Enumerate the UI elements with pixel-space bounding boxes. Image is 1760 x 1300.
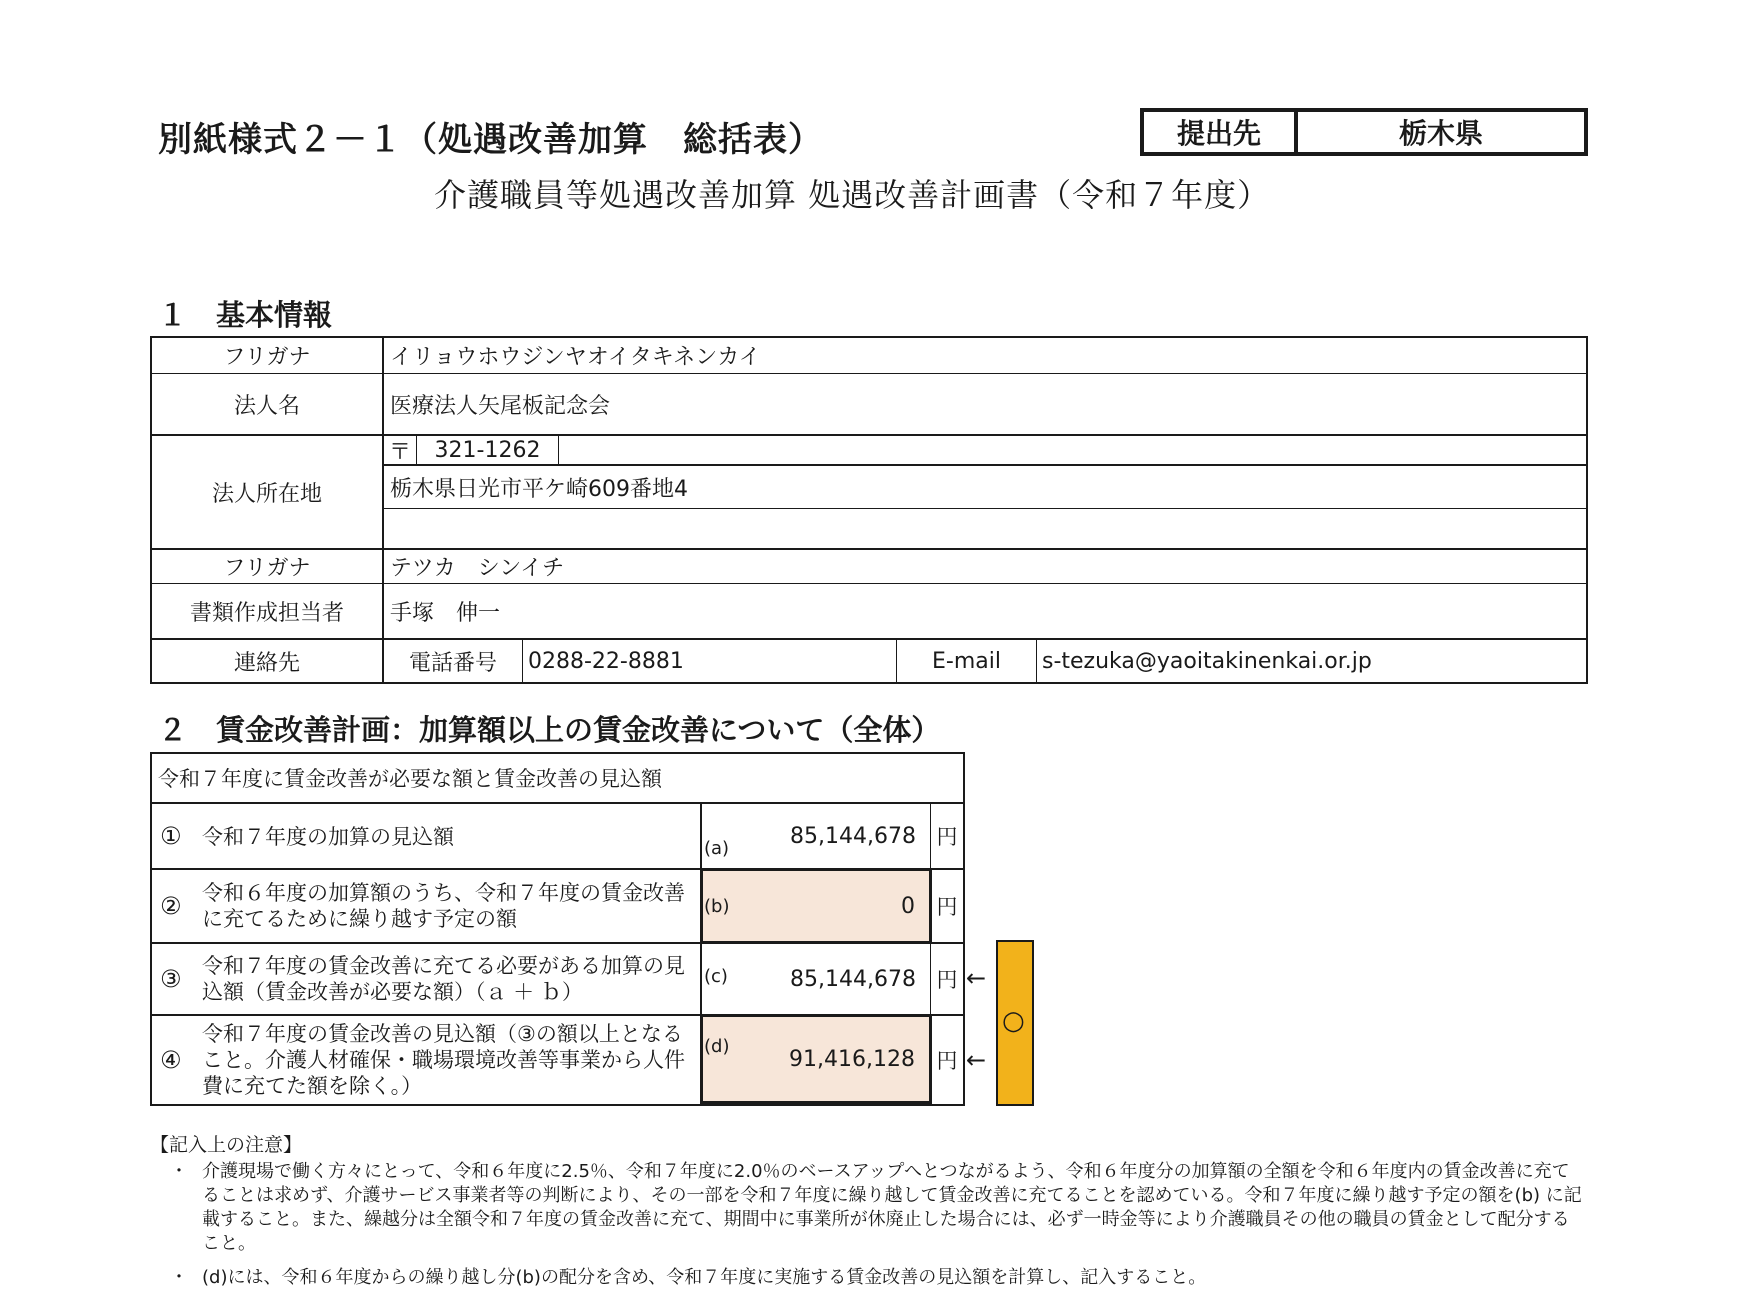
note-bullet: ・ [170, 1267, 188, 1288]
author-furigana-label: フリガナ [223, 556, 311, 581]
row1-number: ① [160, 822, 182, 850]
notes-title: 【記入上の注意】 [150, 1134, 303, 1156]
row4-arrow: ← [966, 1046, 987, 1074]
row3-amount: 85,144,678 [790, 966, 916, 992]
row4-tag: (d) [704, 1036, 730, 1057]
wage-table-header: 令和７年度に賃金改善が必要な額と賃金改善の見込額 [158, 767, 662, 791]
note-item [166, 1266, 1586, 1290]
wage-plan-table [150, 752, 965, 1106]
row2-label: 令和６年度の加算額のうち、令和７年度の賃金改善に充てるために繰り越す予定の額 [202, 881, 685, 931]
furigana-value: イリョウホウジンヤオイタキネンカイ [390, 345, 761, 370]
author-value: 手塚 伸一 [390, 600, 501, 626]
submit-label: 提出先 [1144, 112, 1298, 152]
row4-number: ④ [160, 1046, 182, 1074]
section1-heading: １ 基本情報 [158, 298, 333, 332]
postal-code: 321-1262 [434, 437, 541, 463]
document-title: 介護職員等処遇改善加算 処遇改善計画書（令和７年度） [434, 176, 1271, 214]
row3-number: ③ [160, 965, 182, 993]
postal-mark: 〒 [388, 439, 411, 465]
row3-label: 令和７年度の賃金改善に充てる必要がある加算の見込額（賃金改善が必要な額）（ａ ＋ ｂ） [202, 954, 685, 1004]
section2-heading: ２ 賃金改善計画：加算額以上の賃金改善について（全体） [158, 713, 941, 747]
address-line2 [390, 509, 1580, 548]
row3-unit: 円 [936, 968, 958, 992]
email-label: E-mail [932, 648, 1001, 674]
note-text: 介護現場で働く方々にとって、令和６年度に2.5％、令和７年度に2.0％のベースアップへとつながるよう、令和６年度分の加算額の全額を令和６年度内の賃金改善に充てることは求めず、介護サービス事業者等の判断により、その一部を令和７年度に繰り越して賃金改善に充てることを認めている。令和７年度に繰り越す予定の額を(b) に記載すること。また、繰越分は全額令和７年度の賃金改善に充て、期間中に事業所が休廃止した場合には、必ず一時金等により介護職員その他の職員の賃金として配分すること。 [202, 1161, 1582, 1254]
row4-unit: 円 [936, 1049, 958, 1073]
submission-destination [1140, 108, 1588, 156]
basic-info-table [150, 336, 1588, 684]
form-id: 別紙様式２－１（処遇改善加算 総括表） [158, 120, 823, 160]
corp-name-value: 医療法人矢尾板記念会 [390, 393, 611, 419]
row2-amount-input[interactable]: 0 [700, 868, 932, 944]
notes-list [166, 1160, 1586, 1300]
row4-amount-input[interactable]: 91,416,128 [700, 1014, 932, 1104]
check-indicator [996, 940, 1034, 1106]
row1-unit: 円 [936, 825, 958, 849]
author-label: 書類作成担当者 [189, 600, 344, 626]
row1-amount: 85,144,678 [790, 823, 916, 849]
row1-label: 令和７年度の加算の見込額 [202, 825, 454, 849]
row3-arrow: ← [966, 964, 987, 992]
row4-label: 令和７年度の賃金改善の見込額（③の額以上となること。介護人材確保・職場環境改善等事業から人件費に充てた額を除く。） [202, 1022, 685, 1098]
address-label: 法人所在地 [211, 481, 322, 507]
note-item [166, 1160, 1586, 1256]
row2-number: ② [160, 892, 182, 920]
row2-unit: 円 [936, 895, 958, 919]
phone-value: 0288-22-8881 [528, 648, 684, 674]
corp-name-label: 法人名 [233, 393, 300, 419]
row3-tag: (c) [704, 966, 728, 987]
row2-tag: (b) [704, 896, 730, 917]
email-value: s-tezuka@yaoitakinenkai.or.jp [1042, 648, 1372, 674]
check-mark: ○ [1002, 1006, 1025, 1036]
phone-label: 電話番号 [408, 650, 497, 676]
address-line1: 栃木県日光市平ケ崎609番地4 [390, 476, 688, 502]
submit-value: 栃木県 [1398, 117, 1483, 150]
contact-label: 連絡先 [233, 650, 300, 676]
furigana-label: フリガナ [223, 345, 311, 370]
author-furigana-value: テツカ シンイチ [390, 556, 565, 581]
note-bullet: ・ [170, 1161, 188, 1182]
note-text: (d)には、令和６年度からの繰り越し分(b)の配分を含め、令和７年度に実施する賃金改善の見込額を計算し、記入すること。 [202, 1267, 1207, 1288]
row1-tag: (a) [704, 838, 730, 859]
